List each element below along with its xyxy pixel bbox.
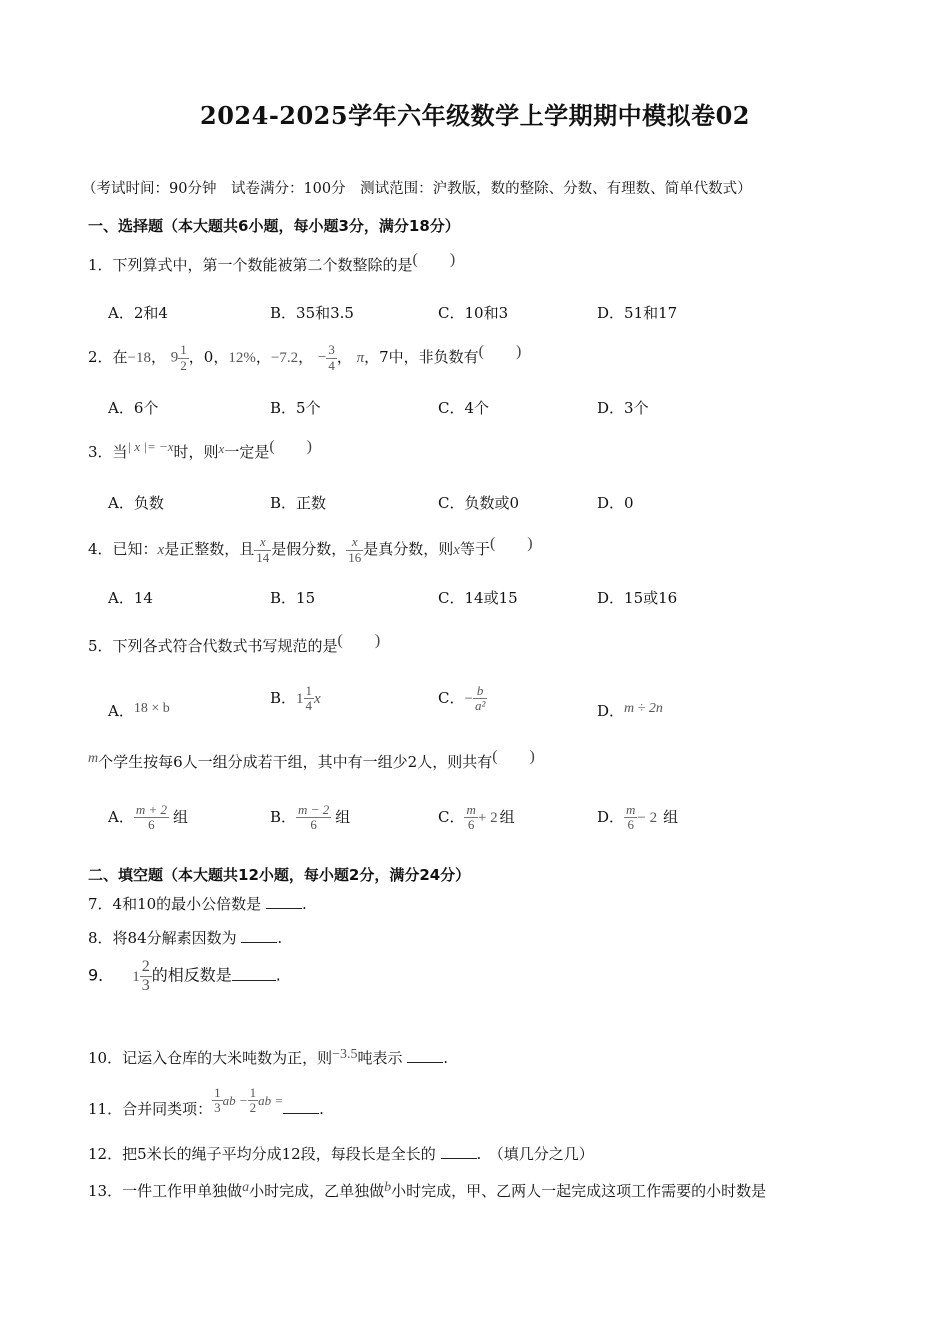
q3-tail: 一定是	[224, 443, 270, 461]
q3-var-x: x	[218, 441, 225, 456]
fraction-denominator: 6	[464, 817, 477, 832]
question-2: 2．在−18， 9 $\frac{1}{2}$ ，0，12%，−7.2， − $\frac{3}{4}$ ， π，7中，非负数有( )	[88, 342, 522, 373]
option-label: B．	[270, 807, 297, 826]
question-7	[88, 893, 307, 914]
fraction-numerator: x	[259, 534, 266, 550]
q10-tail: 吨表示	[357, 1049, 403, 1067]
q6-option-a	[108, 803, 188, 833]
q3-mid: 时，则	[173, 443, 219, 461]
q11-fraction-1	[212, 1086, 223, 1116]
q4-text-4: 等于	[459, 540, 490, 558]
section-heading-fill: 二、填空题（本大题共12小题，每小题2分，满分24分）	[88, 866, 471, 884]
q6-option-b	[270, 803, 350, 833]
question-4	[88, 530, 533, 565]
question-7-stem: 7．4和10的最小公倍数是	[88, 895, 262, 913]
q5-b-var: x	[314, 690, 321, 707]
q6-a-fraction	[134, 803, 169, 833]
q5-a-expression: 18 × b	[133, 701, 170, 716]
q3-option-a: A．负数	[108, 494, 164, 512]
q5-option-d	[597, 700, 663, 721]
question-10	[88, 1047, 448, 1068]
fraction-numerator: 1	[249, 1085, 257, 1100]
q3-option-d: D．0	[597, 494, 634, 512]
q6-c-tail: + 2	[477, 809, 498, 826]
question-1	[88, 246, 455, 275]
q13-var-a: a	[242, 1180, 250, 1195]
fraction-denominator: a²	[474, 698, 486, 714]
q13-var-b: b	[384, 1180, 392, 1195]
q2-option-d: D．3个	[597, 399, 649, 417]
q3-option-b: B．正数	[270, 494, 327, 512]
q11-prefix: 11．合并同类项：	[88, 1100, 213, 1118]
q7-end: .	[301, 895, 307, 913]
q4-var-x-2: x	[453, 542, 460, 558]
answer-paren: ( )	[269, 438, 313, 455]
page-title: 2024-2025学年六年级数学上学期期中模拟卷02	[200, 101, 750, 130]
q4-option-b: B．15	[270, 589, 316, 607]
q13-mid: 小时完成，乙单独做	[249, 1182, 385, 1200]
option-label: A．	[108, 807, 134, 826]
q2-neg-fraction	[326, 343, 337, 373]
q2-num-neg18: −18	[127, 350, 152, 366]
question-3	[88, 433, 312, 462]
question-13	[88, 1180, 766, 1201]
q5-option-c	[438, 684, 487, 714]
q10-prefix: 10．记运入仓库的大米吨数为正，则	[88, 1049, 333, 1067]
fraction-numerator: m + 2	[135, 802, 168, 817]
section-heading-choice: 一、选择题（本大题共6小题，每小题3分，满分18分）	[88, 217, 460, 235]
unit-label: 组	[499, 807, 515, 826]
fraction-denominator: 14	[256, 549, 270, 565]
fraction-numerator: 2	[141, 958, 150, 975]
answer-paren: ( )	[412, 251, 456, 268]
q2-pi: π	[356, 350, 365, 366]
q5-option-b	[270, 684, 321, 714]
answer-blank	[232, 968, 276, 981]
question-12-stem: 12．把5米长的绳子平均分成12段，每段长是全长的	[88, 1145, 436, 1163]
q2-option-a: A．6个	[108, 399, 159, 417]
q4-option-d: D．15或16	[597, 589, 678, 607]
fraction-numerator: b	[476, 683, 484, 698]
q5-c-minus: −	[464, 690, 473, 707]
answer-blank	[407, 1050, 443, 1063]
question-6-stem: 个学生按每6人一组分成若干组，其中有一组少2人，则共有	[98, 753, 493, 771]
fraction-denominator: 3	[141, 976, 150, 994]
q4-text-1: 是正整数，且	[164, 540, 255, 558]
q3-option-c: C．负数或0	[438, 494, 520, 512]
q9-end: .	[275, 965, 281, 985]
q10-value: −3.5	[332, 1047, 358, 1062]
fraction-numerator: m − 2	[298, 802, 330, 817]
fraction-denominator: 4	[328, 357, 335, 373]
q4-fraction-x-14	[254, 535, 271, 565]
q13-prefix: 13．一件工作甲单独做	[88, 1182, 243, 1200]
fraction-numerator: 3	[328, 342, 335, 358]
q13-tail: 小时完成，甲、乙两人一起完成这项工作需要的小时数是	[391, 1182, 767, 1200]
q5-b-whole: 1	[296, 690, 304, 707]
q11-end: .	[319, 1100, 324, 1118]
unit-label: 组	[173, 807, 189, 826]
question-8-stem: 8．将84分解素因数为	[88, 929, 237, 947]
q4-text-2: 是假分数，	[271, 540, 347, 558]
q10-end: .	[443, 1049, 449, 1067]
question-1-stem: 1．下列算式中，第一个数能被第二个数整除的是	[88, 256, 413, 274]
fraction-denominator: 6	[134, 817, 169, 832]
answer-blank	[283, 1101, 319, 1114]
option-label: D．	[597, 807, 625, 826]
fraction-denominator: 2	[249, 1100, 257, 1116]
answer-paren: ( )	[492, 748, 535, 765]
question-12	[88, 1143, 594, 1164]
option-label: C．	[438, 807, 465, 826]
answer-paren: ( )	[337, 632, 381, 649]
q2-tail: ，7中，非负数有	[364, 348, 479, 366]
q5-b-fraction	[304, 684, 315, 714]
answer-blank	[441, 1146, 477, 1159]
q4-option-a: A．14	[108, 589, 153, 607]
question-9	[88, 958, 281, 994]
q1-option-c: C．10和3	[438, 304, 509, 322]
fraction-denominator: 3	[214, 1100, 221, 1116]
q2-option-c: C．4个	[438, 399, 490, 417]
q6-b-fraction	[296, 803, 331, 833]
question-6	[88, 743, 535, 772]
fraction-denominator: 2	[180, 357, 187, 373]
q6-option-d	[597, 803, 678, 833]
q6-d-fraction	[624, 803, 637, 833]
answer-paren: ( )	[478, 343, 522, 360]
q2-num-neg72: −7.2	[270, 350, 299, 366]
q5-c-fraction	[473, 684, 487, 714]
q4-var-x: x	[157, 542, 165, 558]
answer-blank	[266, 896, 302, 909]
fraction-numerator: 1	[180, 342, 187, 358]
q6-c-fraction	[464, 803, 477, 833]
q12-end: . （填几分之几）	[476, 1145, 594, 1163]
q2-option-b: B．5个	[270, 399, 321, 417]
q2-percent: 12%	[228, 350, 256, 366]
exam-info: （考试时间：90分钟 试卷满分：100分 测试范围：沪教版，数的整除、分数、有理数、简单代数式）	[82, 181, 752, 197]
fraction-denominator: 6	[296, 817, 331, 832]
option-label: B．	[270, 688, 297, 707]
fraction-denominator: 4	[305, 698, 313, 714]
question-5-stem: 5．下列各式符合代数式书写规范的是	[88, 637, 338, 655]
unit-label: 组	[335, 807, 351, 826]
q6-option-c	[438, 803, 515, 833]
q6-var-m: m	[88, 751, 99, 766]
q5-option-a	[108, 700, 170, 721]
q3-expression: | x |= −x	[127, 439, 174, 454]
option-label: C．	[438, 688, 465, 707]
q9-prefix: 9．	[88, 965, 115, 985]
q4-prefix: 4．已知：	[88, 540, 158, 558]
answer-blank	[241, 930, 277, 943]
option-label: D．	[597, 702, 625, 720]
fraction-numerator: 1	[214, 1085, 221, 1100]
fraction-numerator: 1	[305, 683, 313, 698]
q11-mid: ab −	[222, 1092, 248, 1108]
q9-fraction	[140, 958, 152, 994]
fraction-denominator: 16	[348, 549, 362, 565]
fraction-denominator: 6	[624, 817, 637, 832]
fraction-numerator: x	[351, 534, 358, 550]
option-label: A．	[108, 702, 134, 720]
question-8	[88, 927, 282, 948]
q1-option-b: B．35和3.5	[270, 304, 354, 322]
q2-prefix: 2．在	[88, 348, 128, 366]
q2-minus: −	[317, 349, 327, 366]
q4-text-3: 是真分数，则	[363, 540, 454, 558]
q2-zero: ，0，	[188, 348, 229, 366]
fraction-numerator: m	[466, 802, 476, 817]
q9-tail: 的相反数是	[151, 965, 232, 985]
fraction-numerator: m	[626, 802, 636, 817]
question-11	[88, 1086, 324, 1119]
question-5	[88, 627, 380, 656]
q8-end: .	[277, 929, 283, 947]
q4-option-c: C．14或15	[438, 589, 518, 607]
unit-label: 组	[663, 807, 679, 826]
q5-d-expression: m ÷ 2n	[624, 701, 663, 716]
q3-prefix: 3．当	[88, 443, 128, 461]
q11-fraction-2	[248, 1086, 259, 1116]
q11-expression	[212, 1086, 283, 1116]
q2-mixed-fraction	[178, 343, 189, 373]
q9-whole: 1	[132, 968, 140, 985]
answer-paren: ( )	[489, 535, 533, 552]
q6-d-tail: − 2	[637, 809, 658, 826]
q1-option-a: A．2和4	[108, 304, 168, 322]
q4-fraction-x-16	[346, 535, 363, 565]
q11-post: ab =	[258, 1092, 284, 1108]
q2-mixed-whole: 9	[170, 349, 179, 366]
q1-option-d: D．51和17	[597, 304, 678, 322]
